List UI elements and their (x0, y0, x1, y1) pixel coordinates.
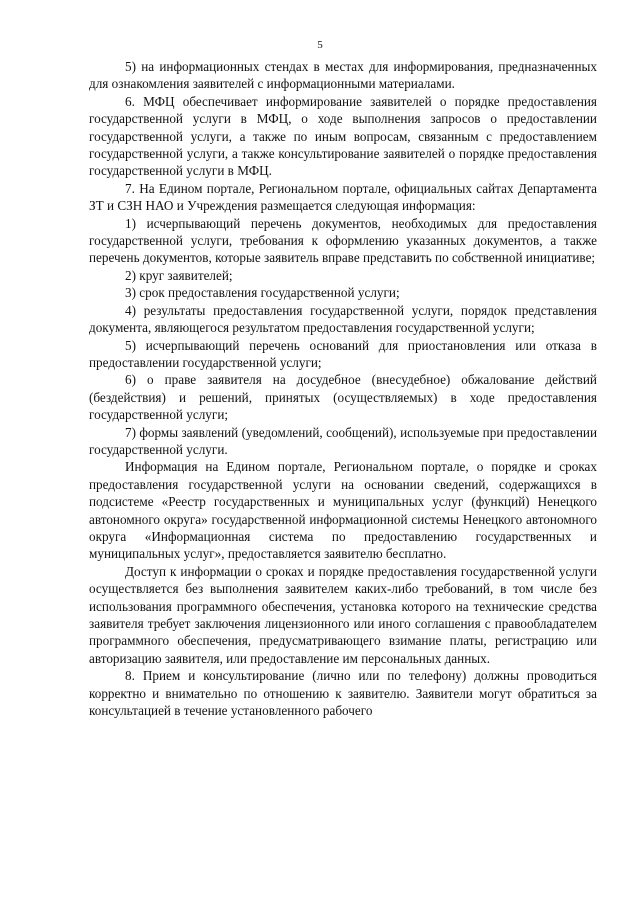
paragraph-item-5-stands: 5) на информационных стендах в местах для информирования, предназначенных для ознакомления заявителей с информационными материалами. (89, 59, 597, 92)
list-item-3-term: 3) срок предоставления государственной услуги; (125, 285, 400, 301)
document-body (89, 58, 597, 719)
paragraph-information-free: Информация на Едином портале, Региональном портале, о порядке и сроках предоставления государственной услуги на основании сведений, содержащихся в подсистеме «Реестр государственных и муниципальных услуг (функций) Ненецкого автономного округа» государственной информационной системы Ненецкого автономного округа «Информационная система по предоставлению государственных и муниципальных услуг», предоставляется заявителю бесплатно. (89, 459, 597, 562)
paragraph-7-portal-information: 7. На Едином портале, Региональном портале, официальных сайтах Департамента ЗТ и СЗН НАО и Учреждения размещается следующая информация: (89, 180, 597, 214)
list-item-2-applicants: 2) круг заявителей; (125, 267, 233, 283)
list-item-1-documents: 1) исчерпывающий перечень документов, необходимых для предоставления государственной услуги, требования к оформлению указанных документов, а также перечень документов, которые заявитель вправе представить по собственной инициативе; (89, 215, 597, 266)
page-number: 5 (317, 39, 323, 51)
paragraph-6-mfc-informing: 6. МФЦ обеспечивает информирование заявителей о порядке предоставления государственной услуги в МФЦ, о ходе выполнения запросов о предоставлении государственной услуги, а также по иным вопросам, связанным с предоставлением государственной услуги, а также консультирование заявителей о порядке предоставления государственной услуги в МФЦ. (89, 93, 597, 179)
list-item-5-grounds: 5) исчерпывающий перечень оснований для приостановления или отказа в предоставлении государственной услуги; (89, 337, 597, 370)
paragraph-8-reception: 8. Прием и консультирование (лично или по телефону) должны проводиться корректно и внимательно по отношению к заявителю. Заявители могут обратиться за консультацией в течение установленного рабочего (89, 668, 597, 719)
list-item-7-forms: 7) формы заявлений (уведомлений, сообщений), используемые при предоставлении государственной услуги. (89, 424, 597, 457)
list-item-6-appeal: 6) о праве заявителя на досудебное (внесудебное) обжалование действий (бездействия) и решений, принятых (осуществляемых) в ходе предоставления государственной услуги; (89, 372, 597, 423)
list-item-4-results: 4) результаты предоставления государственной услуги, порядок представления документа, являющегося результатом предоставления государственной услуги; (89, 302, 597, 336)
paragraph-access-requirements: Доступ к информации о сроках и порядке предоставления государственной услуги осуществляется без выполнения заявителем каких-либо требований, в том числе без использования программного обеспечения, установка которого на технические средства заявителя требует заключения лицензионного или иного соглашения с правообладателем программного обеспечения, предусматривающего взимание платы, регистрацию или авторизацию заявителя, или предоставление им персональных данных. (89, 563, 597, 666)
